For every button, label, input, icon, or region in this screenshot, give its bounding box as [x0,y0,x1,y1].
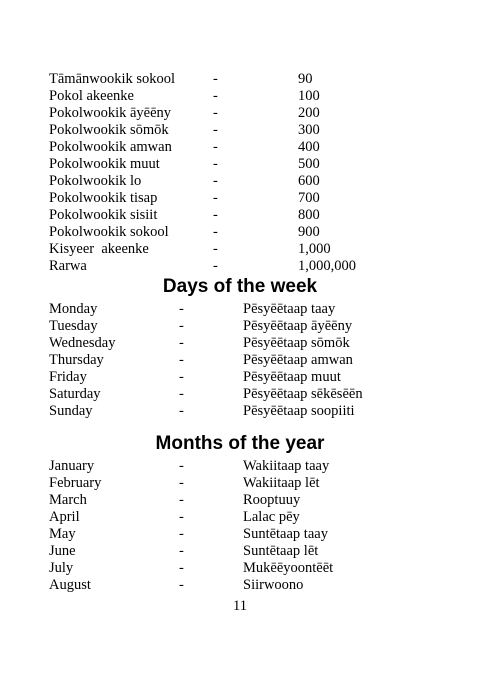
local-day: Pēsyēētaap amwan [243,352,353,368]
separator-dash: - [213,139,218,155]
number-value: 200 [298,105,320,121]
number-value: 1,000 [298,241,331,257]
list-item [0,258,480,275]
number-word: Tāmānwookik sokool [49,71,176,87]
list-item [0,122,480,139]
number-word: Pokolwookik sokool [49,224,169,240]
separator-dash: - [213,190,218,206]
english-day: Monday [49,301,98,317]
local-month: Wakiitaap taay [243,458,330,474]
number-value: 600 [298,173,320,189]
number-value: 90 [298,71,313,87]
local-month: Suntētaap taay [243,526,328,542]
english-day: Tuesday [49,318,98,334]
separator-dash: - [213,207,218,223]
list-item [0,318,480,335]
list-item [0,543,480,560]
separator-dash: - [179,458,184,474]
separator-dash: - [213,105,218,121]
list-item [0,475,480,492]
english-month: April [49,509,80,525]
number-word: Pokolwookik tisap [49,190,158,206]
english-month: January [49,458,95,474]
months-list [0,458,480,594]
separator-dash: - [179,403,184,419]
separator-dash: - [179,492,184,508]
list-item [0,369,480,386]
english-month: March [49,492,87,508]
list-item [0,190,480,207]
separator-dash: - [179,509,184,525]
separator-dash: - [213,258,218,274]
english-month: February [49,475,102,491]
separator-dash: - [179,386,184,402]
days-list [0,301,480,420]
english-month: July [49,560,74,576]
separator-dash: - [213,122,218,138]
list-item [0,88,480,105]
separator-dash: - [213,173,218,189]
separator-dash: - [179,526,184,542]
separator-dash: - [213,156,218,172]
number-word: Pokol akeenke [49,88,134,104]
list-item [0,156,480,173]
number-value: 500 [298,156,320,172]
list-item [0,335,480,352]
number-word: Rarwa [49,258,87,274]
numbers-list [0,71,480,275]
english-day: Thursday [49,352,104,368]
number-value: 900 [298,224,320,240]
local-day: Pēsyēētaap muut [243,369,341,385]
number-word: Pokolwookik amwan [49,139,172,155]
list-item [0,207,480,224]
english-day: Friday [49,369,87,385]
local-day: Pēsyēētaap soopiiti [243,403,355,419]
list-item [0,241,480,258]
local-month: Wakiitaap lēt [243,475,320,491]
number-word: Pokolwookik lo [49,173,142,189]
separator-dash: - [179,301,184,317]
separator-dash: - [179,369,184,385]
number-word: Pokolwookik muut [49,156,160,172]
list-item [0,71,480,88]
local-day: Pēsyēētaap taay [243,301,336,317]
local-month: Suntētaap lēt [243,543,319,559]
number-value: 700 [298,190,320,206]
local-day: Pēsyēētaap sōmōk [243,335,350,351]
english-month: May [49,526,76,542]
list-item [0,492,480,509]
number-word: Pokolwookik sisiit [49,207,158,223]
days-heading: Days of the week [162,276,318,297]
list-item [0,105,480,122]
local-month: Rooptuuy [243,492,301,508]
separator-dash: - [179,543,184,559]
list-item [0,560,480,577]
number-value: 800 [298,207,320,223]
separator-dash: - [179,318,184,334]
separator-dash: - [179,475,184,491]
separator-dash: - [179,560,184,576]
page-number: 11 [233,598,247,614]
list-item [0,403,480,420]
number-value: 1,000,000 [298,258,356,274]
number-word: Pokolwookik āyēēny [49,105,172,121]
number-word: Pokolwookik sōmōk [49,122,169,138]
separator-dash: - [213,224,218,240]
local-month: Lalac pēy [243,509,300,525]
local-day: Pēsyēētaap āyēēny [243,318,353,334]
list-item [0,173,480,190]
separator-dash: - [179,335,184,351]
local-month: Siirwoono [243,577,304,593]
list-item [0,224,480,241]
list-item [0,526,480,543]
separator-dash: - [213,71,218,87]
english-day: Saturday [49,386,101,402]
list-item [0,577,480,594]
local-day: Pēsyēētaap sēkēsēēn [243,386,363,402]
english-month: June [49,543,76,559]
number-value: 100 [298,88,320,104]
list-item [0,139,480,156]
separator-dash: - [213,88,218,104]
list-item [0,458,480,475]
separator-dash: - [213,241,218,257]
list-item [0,352,480,369]
number-word: Kisyeer akeenke [49,241,149,257]
english-day: Wednesday [49,335,116,351]
number-value: 400 [298,139,320,155]
english-day: Sunday [49,403,93,419]
separator-dash: - [179,352,184,368]
list-item [0,301,480,318]
number-value: 300 [298,122,320,138]
separator-dash: - [179,577,184,593]
list-item [0,509,480,526]
local-month: Mukēēyoontēēt [243,560,334,576]
list-item [0,386,480,403]
months-heading: Months of the year [155,433,325,454]
english-month: August [49,577,91,593]
